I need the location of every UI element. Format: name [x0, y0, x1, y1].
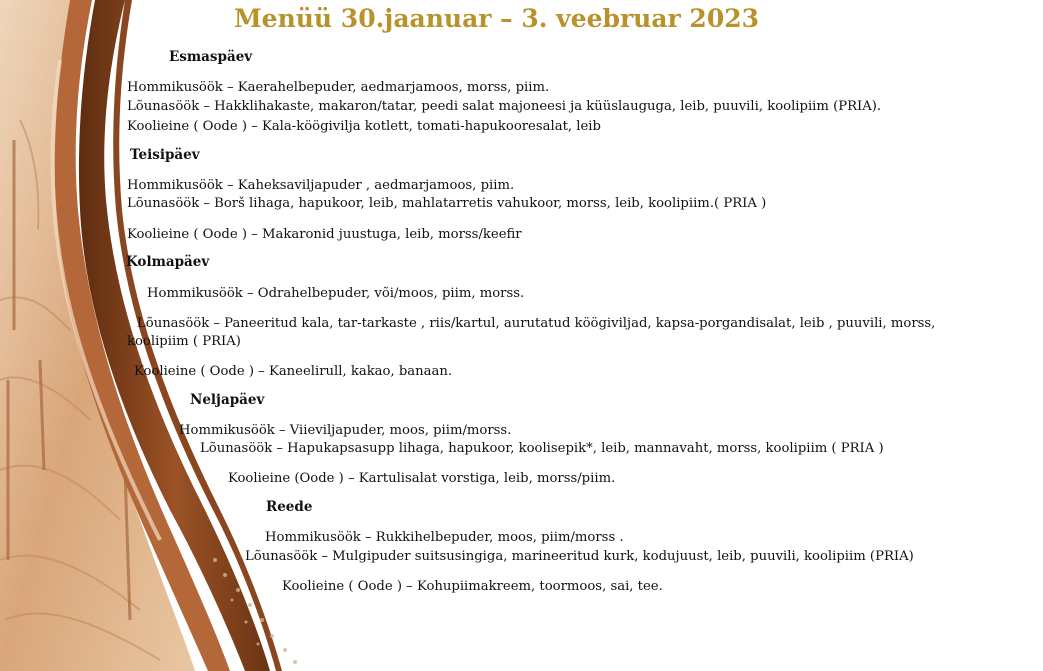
menu-line: Hommikusöök – Kaerahelbepuder, aedmarjamoos, morss, piim. [127, 80, 550, 95]
menu-line: Koolieine (Oode ) – Kartulisalat vorstiga, leib, morss/piim. [228, 471, 616, 486]
menu-line: Hommikusöök – Kaheksaviljapuder , aedmarjamoos, piim. [127, 178, 515, 193]
menu-line: Lõunasöök – Borš lihaga, hapukoor, leib, mahlatarretis vahukoor, morss, leib, koolipiim.( PRIA ) [127, 196, 767, 211]
menu-line: Lõunasöök – Mulgipuder suitsusingiga, marineeritud kurk, kodujuust, leib, puuvili, koolipiim (PRIA) [245, 549, 914, 564]
day-heading-monday: Esmaspäev [169, 49, 253, 65]
menu-line: Koolieine ( Oode ) – Kaneelirull, kakao, banaan. [134, 364, 453, 379]
menu-line: Hommikusöök – Rukkihelbepuder, moos, piim/morss . [265, 530, 624, 545]
menu-line: Hommikusöök – Odrahelbepuder, või/moos, piim, morss. [147, 286, 525, 301]
menu-line: Lõunasöök – Hapukapsasupp lihaga, hapukoor, koolisepik*, leib, mannavaht, morss, koolipiim ( PRIA ) [200, 441, 884, 456]
day-heading-thursday: Neljapäev [190, 392, 265, 408]
menu-line: Lõunasöök – Paneeritud kala, tar-tarkaste , riis/kartul, aurutatud köögiviljad, kapsa-porgandisalat, leib , puuvili, morss, [137, 316, 936, 331]
menu-line: Koolieine ( Oode ) – Kala-köögivilja kotlett, tomati-hapukooresalat, leib [127, 119, 601, 134]
menu-line: Koolieine ( Oode ) – Makaronid juustuga, leib, morss/keefir [127, 227, 522, 242]
day-heading-friday: Reede [266, 499, 313, 515]
page-title: Menüü 30.jaanuar – 3. veebruar 2023 [234, 4, 759, 33]
menu-line: Hommikusöök – Viieviljapuder, moos, piim/morss. [179, 423, 512, 438]
day-heading-wednesday: Kolmapäev [126, 254, 210, 270]
menu-line: Lõunasöök – Hakklihakaste, makaron/tatar, peedi salat majoneesi ja küüslauguga, leib, puuvili, koolipiim (PRIA). [127, 99, 882, 114]
menu-line: Koolieine ( Oode ) – Kohupiimakreem, toormoos, sai, tee. [282, 579, 663, 594]
menu-line: koolipiim ( PRIA) [127, 334, 241, 349]
day-heading-tuesday: Teisipäev [130, 147, 200, 163]
